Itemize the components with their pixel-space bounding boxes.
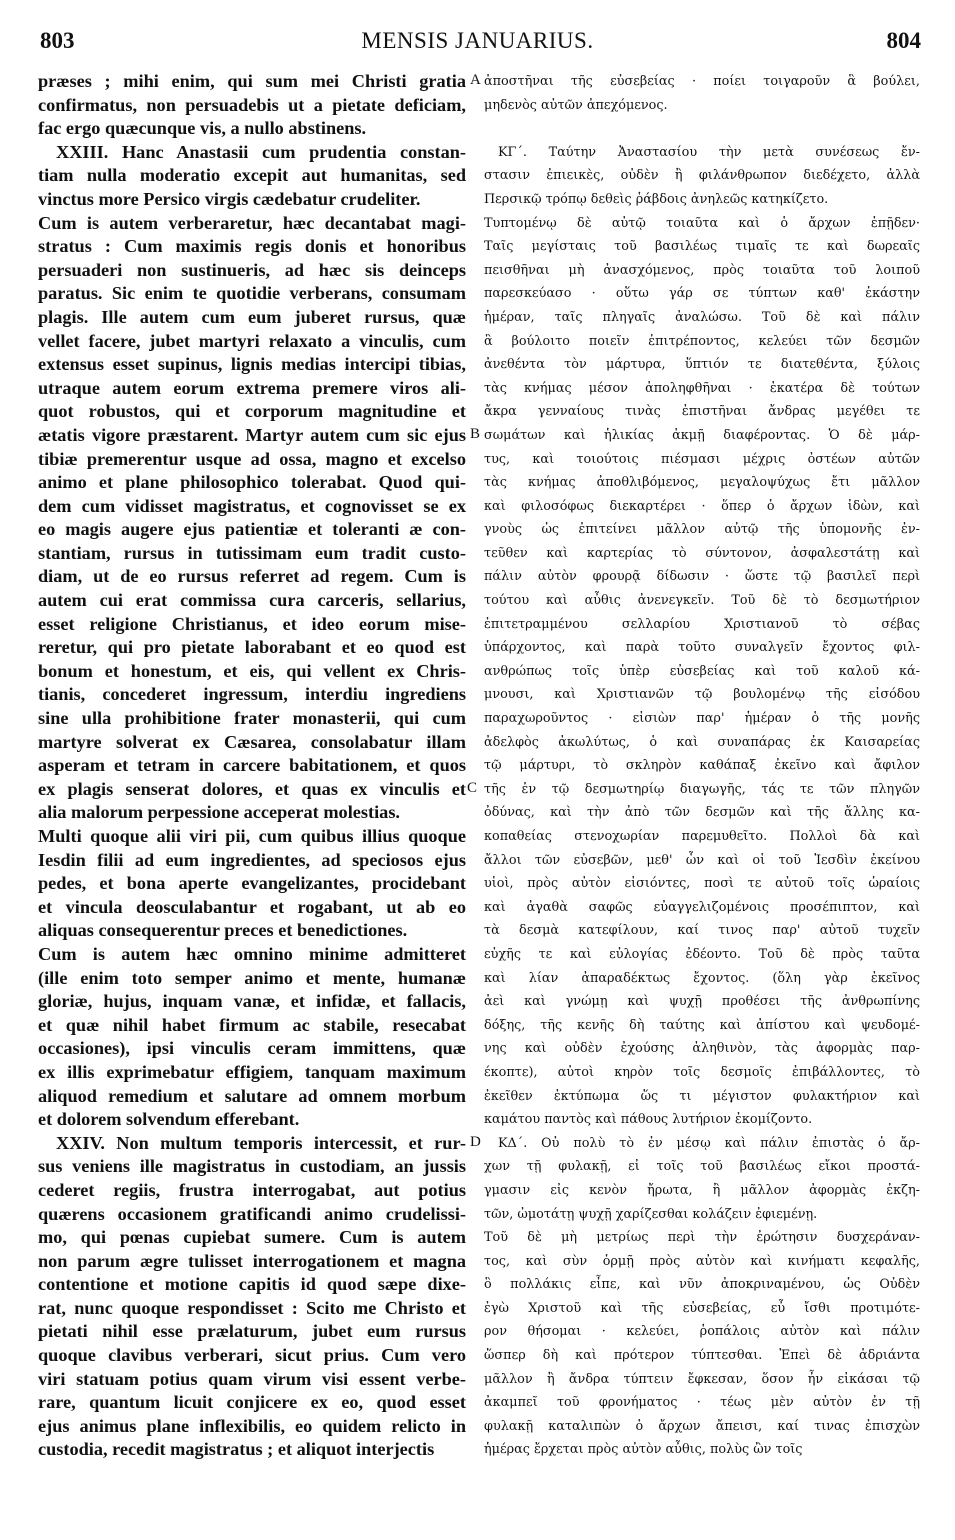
greek-text-line: γμασιν εἰς κενὸν ἤρωτα, ἢ μᾶλλον ἀφορμὰς ἐκζη- xyxy=(484,1182,920,1198)
latin-text-line: tiam nulla moderatio excepit aut humanitas, sed xyxy=(38,165,466,186)
latin-text-line: tibiæ premerentur usque ad ossa, magno et excelso xyxy=(38,448,466,469)
latin-text-line: tianis, concederet ingressum, interdiu ingrediens xyxy=(38,684,466,705)
margin-marker-b: B xyxy=(470,426,481,442)
greek-text-line: ἀδελφὸς ἀκωλύτως, ὁ καὶ συναπάρας ἐκ Καισαρείας xyxy=(484,734,920,750)
latin-text-line: non parum ægre tulisset interrogationem et magna xyxy=(38,1250,466,1271)
greek-text-line: μηδενὸς αὐτῶν ἀπεχόμενος. xyxy=(484,97,668,113)
greek-text-line: τῆς ἐν τῷ δεσμωτηρίῳ διαγωγῆς, τάς τε τῶν πληγῶν xyxy=(484,781,920,797)
latin-text-line: gloriæ, hujus, inquam vanæ, et infidæ, et fallacis, xyxy=(38,991,466,1012)
latin-text-line: custodia, recedit magistratus ; et aliquot interjectis xyxy=(38,1439,435,1460)
greek-text-line: ὃ πολλάκις εἶπε, καὶ νῦν ἀποκριναμένου, ὡς Οὐδὲν xyxy=(484,1277,920,1293)
greek-text-line: ἡμέραν, ταῖς πληγαῖς ἀναλώσω. Τοῦ δὲ καὶ πάλιν xyxy=(484,309,920,325)
greek-text-line: σωμάτων καὶ ἡλικίας ἀκμῇ διαφέροντας. Ὁ δὲ μάρ- xyxy=(484,427,920,443)
greek-text-line: φυλακῇ καταλιπὼν ὁ ἄρχων ἄπεισι, καί τινας ἐπισχὼν xyxy=(484,1418,920,1434)
latin-text-line: quoque clavibus verberari, sicut prius. Cum vero xyxy=(38,1345,466,1366)
latin-text-line: præses ; mihi enim, qui sum mei Christi gratia xyxy=(38,71,466,91)
greek-text-line: τὰ δεσμὰ κατεφίλουν, καί τινος παρ' αὐτοῦ τυχεῖν xyxy=(484,923,920,939)
greek-text-line: ἄλλοι τῶν εὐσεβῶν, μεθ' ὧν καὶ οἱ τοῦ Ἰεσδὶν ἐκείνου xyxy=(484,852,920,868)
margin-marker-d: D xyxy=(470,1134,481,1150)
greek-text-line: ἄκρα γενναίους τινὰς ἐπιστῆναι ἄνδρας μεγέθει τε xyxy=(484,404,920,420)
greek-text-line: τούτου καὶ αὖθις ἀνενεγκεῖν. Τοῦ δὲ τὸ δεσμωτήριον xyxy=(484,593,920,609)
latin-text-line: esset religione Christianus, et ideo eorum mise- xyxy=(38,613,466,634)
greek-text-line: εὐχῆς τε καὶ εὐλογίας ἐδέοντο. Τοῦ δὲ πρὸς ταῦτα xyxy=(484,946,920,962)
latin-text-line: (ille enim toto semper animo et mente, humanæ xyxy=(38,967,466,988)
greek-text-line: τεῦθεν καὶ καρτερίας τὸ σύντονον, ἀσφαλεστάτῃ καὶ xyxy=(484,545,920,561)
greek-text-line: δόξης, τῆς κενῆς δὴ ταύτης καὶ ἀπίστου καὶ ψευδομέ- xyxy=(484,1017,920,1033)
greek-text-line: ἃ βούλοιτο ποιεῖν ἐπιτρέποντος, κελεύει τῶν δεσμῶν xyxy=(484,333,920,349)
greek-text-line: παραχωροῦντος · εἰσιὼν παρ' ἡμέραν ὁ τῆς μονῆς xyxy=(484,711,920,727)
greek-text-line xyxy=(484,117,920,141)
greek-text-line: κοπαθείας στενοχωρίαν παρεμυθεῖτο. Πολλοὶ δὰ καὶ xyxy=(484,829,920,844)
greek-text-line: ανθρώπως τοῖς ὑπὲρ εὐσεβείας καὶ τοῦ καλοῦ κά- xyxy=(484,663,920,679)
margin-marker-c: C xyxy=(467,780,478,796)
greek-text-line: πεισθῆναι μὴ ἀνασχόμενος, πρὸς τοιαῦτα τοῦ λοιποῦ xyxy=(484,262,920,278)
greek-text-line: νης καὶ οὐδὲν ἐχούσης ἀληθινὸν, τὰς ἀφορμὰς παρ- xyxy=(484,1041,920,1057)
greek-text-line: μνουσι, καὶ Χριστιανῶν τῷ βουλομένῳ τῆς εἰσόδου xyxy=(484,687,920,703)
latin-text-line: vellet facere, jubet martyri relaxato a vinculis, cum xyxy=(38,330,466,351)
greek-text-line: ἀεὶ καὶ γνώμῃ καὶ ψυχῇ προθέσει τῆς ἀνθρωπίνης xyxy=(484,994,920,1010)
greek-column xyxy=(484,70,920,1462)
greek-text-line: ὑπάρχοντος, καὶ παρὰ τοῦτο συναλγεῖν ἔχοντος φιλ- xyxy=(484,640,920,656)
latin-text-line: contentione et motione capitis id quod sæpe dixe- xyxy=(38,1274,466,1295)
latin-text-line: mo, qui pœnas cupiebat sumere. Cum is autem xyxy=(38,1227,466,1248)
page-header xyxy=(0,28,955,68)
greek-text-line: έκοπτε), αὐτοὶ κηρὸν τοῖς δεσμοῖς ἐπιβάλλοντες, τὸ xyxy=(484,1064,920,1080)
latin-text-line: et vincula deosculabantur et rogabant, ut ab eo xyxy=(38,896,466,917)
greek-text-line: Ταῖς μεγίσταις τοῦ βασιλέως τιμαῖς τε καὶ δωρεαῖς xyxy=(484,239,920,255)
greek-text-line: στασιν ἐπιεικὲς, οὐδὲν ἢ φιλάνθρωπον διεδέχετο, ἀλλὰ xyxy=(484,168,920,184)
greek-text-line: τῷ μάρτυρι, τὸ σκληρὸν καθάπαξ ἐκεῖνο καὶ ἄφιλον xyxy=(484,758,920,774)
latin-text-line: confirmatus, non persuadebis ut a pietate deficiam, xyxy=(38,94,466,115)
greek-text-line: τῶν, ὠμοτάτῃ ψυχῇ χαρίζεσθαι κολάζειν ἐφιεμένῃ. xyxy=(484,1206,818,1222)
greek-text-line: μᾶλλον ἢ ἄνδρα τύπτειν ἔφκεσαν, ὅσον ἦν εἰκάσαι τῷ xyxy=(484,1371,920,1387)
greek-text-line: πάλιν αὐτὸν φρουρᾷ δίδωσιν · ὥστε τῷ βασιλεῖ περὶ xyxy=(484,569,920,585)
latin-text-line: sine ulla prohibitione frater monasterii, qui cum xyxy=(38,708,466,729)
greek-text-line: καὶ λίαν ἀπαραδέκτως ἔχοντος. (ὅλη γὰρ ἐκεῖνος xyxy=(484,970,920,986)
latin-text-line: persuaderi non sustinueris, ad hæc sis deinceps xyxy=(38,259,466,280)
greek-text-line: καμάτου παντὸς καὶ πάθους λυτήριον ἐκομίζοντο. xyxy=(484,1112,813,1128)
latin-text-line: viri statuam potius quam virum visi essent verbe- xyxy=(38,1368,466,1389)
greek-text-line: ἐγὼ Χριστοῦ καὶ τῆς εὐσεβείας, εὖ ἴσθι προτιμότε- xyxy=(484,1300,920,1316)
latin-text-line: quot robustos, qui et corporum magnitudine et xyxy=(38,401,466,422)
greek-text-line: ρον θήσομαι · κελεύει, ῥοπάλοις αὐτὸν καὶ πάλιν xyxy=(484,1324,920,1340)
latin-text-line: et quæ nihil habet firmum ac stabile, resecabat xyxy=(38,1014,466,1035)
greek-text-line: Περσικῷ τρόπῳ δεθεὶς ῥάβδοις ἀνηλεῶς κατηκίζετο. xyxy=(484,191,829,207)
greek-text-line: ἐπιτετραμμένου σελλαρίου Χριστιανοῦ τὸ σέβας xyxy=(484,616,920,632)
latin-text-line: rat, nunc quoque respondisset : Scito me Christo et xyxy=(38,1297,466,1318)
latin-text-line: et dolorem solvendum efferebant. xyxy=(38,1109,300,1130)
latin-text-line: asperam et tetram in carcere babitationem, et quos xyxy=(38,755,466,776)
greek-text-line: ΚΓ΄. Ταύτην Ἀναστασίου τὴν μετὰ συνέσεως ἔν- xyxy=(498,144,920,160)
latin-text-line: ejus animus plane inflexibilis, eo quidem relicto in xyxy=(38,1415,466,1436)
latin-text-line: XXIV. Non multum temporis intercessit, et rur- xyxy=(56,1132,466,1153)
latin-text-line: cederet regiis, frustra interrogabat, aut potius xyxy=(38,1179,466,1200)
greek-text-line: ἀνεθέντα τὸν μάρτυρα, ὕπτιόν τε διατεθέντα, ξύλοις xyxy=(484,357,920,373)
greek-text-line: καὶ ἀγαθὰ σαφῶς εὐαγγελιζομένοις προσέπιπτον, καὶ xyxy=(484,899,920,915)
latin-text-line: plagis. Ille autem cum eum juberet rursus, quæ xyxy=(38,306,466,327)
greek-text-line: ὀδύνας, καὶ τὴν ἀπὸ τῶν δεσμῶν καὶ τῆς ἄλλης κα- xyxy=(484,805,920,821)
greek-text-line: τὰς κνήμας ἀποθλιβόμενος, μεγαλοψύχως ἔτι μᾶλλον xyxy=(484,475,920,491)
latin-text-line: eo magis augere ejus patientiæ et toleranti æ con- xyxy=(38,519,466,540)
latin-text-line: Multi quoque alii viri pii, cum quibus illius quoque xyxy=(38,826,466,846)
latin-text-line: rare, quantum licuit conjicere ex eo, quod esset xyxy=(38,1392,466,1413)
latin-text-line: fac ergo quæcunque vis, a nullo abstinens. xyxy=(38,118,367,139)
greek-text-line: ΚΔ΄. Οὐ πολὺ τὸ ἐν μέσῳ καὶ πάλιν ἐπιστὰς ὁ ἄρ- xyxy=(498,1135,920,1151)
latin-text-line: pedes, et bona aperte evangelizantes, procidebant xyxy=(38,873,466,894)
greek-text-line: τος, καὶ σὺν ὁρμῇ πρὸς αὐτὸν καὶ κινήματι κεφαλῆς, xyxy=(484,1253,920,1269)
greek-text-line: ἡμέρας ἔρχεται πρὸς αὐτὸν αὖθις, πολὺς ὢν τοῖς xyxy=(484,1442,803,1458)
greek-text-line: χων τῇ φυλακῇ, εἰ τοῖς τοῦ βασιλέως εἴκοι προστά- xyxy=(484,1159,920,1175)
greek-text-line: παρεσκεύασο · οὕτω γάρ σε τύπτων καθ' ἑκάστην xyxy=(484,286,920,302)
greek-text-line: τὰς κνήμας μέσον ἀποληφθῆναι · ἑκατέρα δὲ τούτων xyxy=(484,380,920,396)
latin-text-line: diam, ut de eo rursus referret ad regem. Cum is xyxy=(38,566,466,587)
greek-text-line: ἀκαμπεῖ τοῦ φρονήματος · τέως μὲν αὐτὸν ἐν τῇ xyxy=(484,1395,920,1411)
latin-text-line: XXIII. Hanc Anastasii cum prudentia constan- xyxy=(56,141,466,162)
latin-text-line: stratus : Cum maximis regis donis et honoribus xyxy=(38,236,466,257)
greek-text-line: ὥσπερ δὴ καὶ πρότερον τύπτεσθαι. Ἐπεὶ δὲ ἀδριάντα xyxy=(484,1348,920,1364)
greek-text-line: Τυπτομένῳ δὲ αὐτῷ τοιαῦτα καὶ ὁ ἄρχων ἐπῇδεν· xyxy=(484,215,920,231)
latin-text-line: martyre solverat ex Cæsarea, consolabatur illam xyxy=(38,731,466,752)
greek-text-line: ἐκεῖθεν ἐκτύπωμα ὥς τι μέγιστον φυλακτήριον καὶ xyxy=(484,1088,920,1104)
greek-text-line: υἱοὶ, πρὸς αὐτὸν εἰσιόντες, ποσὶ τε αὐτοῦ τοῖς ὡραίοις xyxy=(484,876,920,892)
latin-text-line: stantiam, rursus in tutissimam eum tradit custo- xyxy=(38,542,466,563)
latin-text-line: dem cum vidisset magistratus, et cognovisset se ex xyxy=(38,495,466,516)
latin-text-line: ætatis vigore præstarent. Martyr autem cum sic ejus xyxy=(38,424,466,445)
latin-text-line: occasiones), ipsi vinculis ceram immittens, quæ xyxy=(38,1038,466,1059)
latin-text-line: ex plagis senserat dolores, et quas ex vinculis et xyxy=(38,778,466,799)
latin-column xyxy=(38,70,466,1462)
margin-marker-a: A xyxy=(470,72,481,88)
latin-text-line: aliquod remedium et salutare ad omnem morbum xyxy=(38,1085,466,1106)
latin-text-line: reretur, qui pro pietate laborabant et eo quod est xyxy=(38,637,466,658)
greek-text-line: ἀποστῆναι τῆς εὐσεβείας · ποίει τοιγαροῦν ἃ βούλει, xyxy=(484,74,920,89)
running-title: MENSIS JANUARIUS. xyxy=(361,28,594,53)
latin-text-line: vinctus more Persico virgis cædebatur crudeliter. xyxy=(38,188,421,209)
latin-text-line: sus veniens ille magistratus in custodiam, an jussis xyxy=(38,1156,466,1177)
latin-text-line: Cum is autem verberaretur, hæc decantabat magi- xyxy=(38,212,466,233)
greek-text-line: καὶ φιλοσόφως διεκαρτέρει · ὅπερ ὁ ἄρχων ἰδὼν, καὶ xyxy=(484,498,920,514)
latin-text-line: ex illis exprimebatur effigiem, tanquam maximum xyxy=(38,1061,466,1082)
greek-text-line: τυς, καὶ τοιούτοις πιέσμασι μέχρις ὀστέων αὐτῶν xyxy=(484,451,920,467)
greek-text-line: Τοῦ δὲ μὴ μετρίως περὶ τὴν ἐρώτησιν δυσχεράναν- xyxy=(484,1230,920,1246)
latin-text-line: bonum et honestum, et eis, qui vellent ex Chris- xyxy=(38,660,466,681)
latin-text-line: paratus. Sic enim te quotidie verberans, consumam xyxy=(38,283,466,304)
latin-text-line: alia malorum perpessione acceperat molestias. xyxy=(38,802,401,823)
greek-text-line: γνοὺς ὡς ἐπιτείνει μᾶλλον αὐτῷ τῆς ὑπομονῆς ἐν- xyxy=(484,522,920,538)
latin-text-line: Iesdin filii ad eum ingredientes, ad speciosos ejus xyxy=(38,849,466,870)
latin-text-line: animo et plane philosophico tolerabat. Quod qui- xyxy=(38,472,466,493)
page-number-left: 803 xyxy=(40,28,75,53)
page-number-right: 804 xyxy=(886,28,921,53)
latin-text-line: Cum is autem hæc omnino minime admitteret xyxy=(38,943,466,964)
latin-text-line: autem cui erat commissa cura carceris, sellarius, xyxy=(38,590,466,611)
latin-text-line: pietati nihil esse prælaturum, jubet eum rursus xyxy=(38,1321,466,1342)
latin-text-line: quærens occasionem gratificandi animo crudelissi- xyxy=(38,1203,466,1224)
latin-text-line: aliquas consequerentur preces et benedictiones. xyxy=(38,920,408,941)
latin-text-line: extensus esset supinus, lignis medias intercipi tibias, xyxy=(38,354,466,375)
latin-text-line: utraque autem eorum extrema premere viros ali- xyxy=(38,377,466,398)
